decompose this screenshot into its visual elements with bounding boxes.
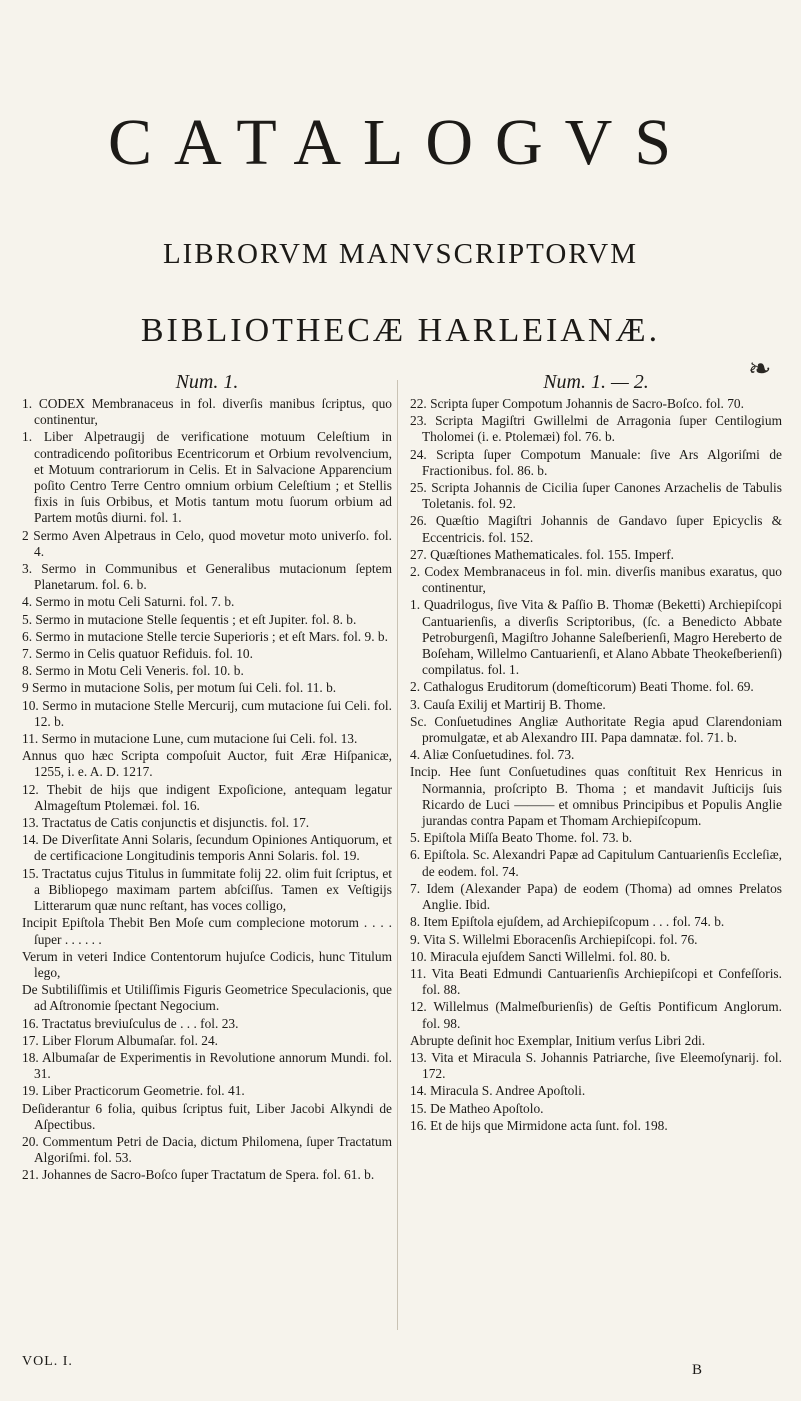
volume-label: VOL. I. (22, 1354, 73, 1369)
right-entry: 25. Scripta Johannis de Cicilia ſuper Canones Arzachelis de Tabulis Toletanis. fol. 92. (410, 480, 782, 512)
right-entry: 14. Miracula S. Andree Apoſtoli. (410, 1083, 586, 1099)
left-entry: Incipit Epiſtola Thebit Ben Moſe cum complecione motorum . . . . ſuper . . . . . . (22, 915, 392, 947)
right-entry: 26. Quæſtio Magiſtri Johannis de Gandavo ſuper Epicyclis & Eccentricis. fol. 152. (410, 513, 782, 545)
right-entry: 15. De Matheo Apoſtolo. (410, 1100, 544, 1116)
right-entry: 2. Codex Membranaceus in fol. min. diverſis manibus exaratus, quo continentur, (410, 564, 782, 596)
left-entry: 14. De Diverſitate Anni Solaris, ſecundum Opiniones Antiquorum, et de certificacione Longitudinis temporis Anni Solaris. fol. 19. (22, 832, 392, 864)
right-entry: 11. Vita Beati Edmundi Cantuarienſis Archiepiſcopi et Confeſſoris. fol. 88. (410, 965, 782, 998)
left-entry: 2 Sermo Aven Alpetraus in Celo, quod movetur moto univerſo. fol. 4. (22, 527, 392, 559)
left-entry: 5. Sermo in mutacione Stelle ſequentis ; et eſt Jupiter. fol. 8. b. (22, 611, 357, 627)
right-column (410, 370, 782, 1135)
left-entry: 1. CODEX Membranaceus in fol. diverſis manibus ſcriptus, quo continentur, (22, 396, 392, 428)
right-entry: 6. Epiſtola. Sc. Alexandri Papæ ad Capitulum Cantuarienſis Eccleſiæ, de eodem. fol. 74. (410, 847, 782, 879)
catalogue-title: CATALOGVS (107, 106, 694, 179)
right-entry: 13. Vita et Miracula S. Johannis Patriarche, ſive Eleemoſynarij. fol. 172. (410, 1049, 782, 1082)
left-entry: 15. Tractatus cujus Titulus in ſummitate folij 22. olim fuit ſcriptus, et a Bibliopego maximam partem abſciſſus. Tamen ex Veſtigijs Litterarum quæ nunc reſtant, has voces colligo, (22, 865, 392, 914)
right-entry: 10. Miracula ejuſdem Sancti Willelmi. fol. 80. b. (410, 948, 671, 964)
left-entry: 20. Commentum Petri de Dacia, dictum Philomena, ſuper Tractatum Algoriſmi. fol. 53. (22, 1133, 392, 1166)
right-entry: 27. Quæſtiones Mathematicales. fol. 155. Imperf. (410, 546, 675, 562)
ornament-icon: ❧ (748, 354, 772, 385)
left-entry: 8. Sermo in Motu Celi Veneris. fol. 10. b. (22, 663, 244, 679)
left-heading: Num. 1. (175, 371, 239, 393)
left-entry: 6. Sermo in mutacione Stelle tercie Superioris ; et eſt Mars. fol. 9. b. (22, 628, 388, 644)
left-entry: 9 Sermo in mutacione Solis, per motum ſui Celi. fol. 11. b. (22, 680, 337, 696)
right-entry: 1. Quadrilogus, ſive Vita & Paſſio B. Thomæ (Beketti) Archiepiſcopi Cantuarienſis, a diverſis Scriptoribus, (ſc. a Benedicto Abbate Petroburgenſi, Magiſtro Johanne Saleſberienſi, Magro Hereberto de Boſeham, Willelmo Cantuarienſi, et Alano Abbate Theokeſberienſi) compilatus. fol. 1. (410, 597, 782, 678)
left-entry: Deſiderantur 6 folia, quibus ſcriptus fuit, Liber Jacobi Alkyndi de Aſpectibus. (22, 1100, 392, 1132)
right-entry: Incip. Hee ſunt Conſuetudines quas conſtituit Rex Henricus in Normannia, proſcripto B. Thoma ; et mandavit Juſticijs ſuis Ricardo de Luci ——— et omnibus Principibus et Populis Anglie jurandas contra Papam et Thomam Archiepiſcopum. (410, 764, 782, 829)
left-entry: 3. Sermo in Communibus et Generalibus mutacionum ſeptem Planetarum. fol. 6. b. (22, 561, 392, 593)
left-entry: 16. Tractatus breviuſculus de . . . fol. 23. (22, 1015, 239, 1031)
right-entry: Abrupte deſinit hoc Exemplar, Initium verſus Libri 2di. (410, 1032, 706, 1048)
left-entry: 12. Thebit de hijs que indigent Expoſicione, antequam legatur Almageſtum Ptolemæi. fol. 16. (22, 781, 392, 813)
right-entry: 22. Scripta ſuper Compotum Johannis de Sacro-Boſco. fol. 70. (410, 396, 744, 411)
left-entry: 4. Sermo in motu Celi Saturni. fol. 7. b. (22, 594, 235, 610)
right-entry: 16. Et de hijs que Mirmidone acta ſunt. fol. 198. (410, 1117, 668, 1133)
left-entry: 18. Albumaſar de Experimentis in Revolutione annorum Mundi. fol. 31. (22, 1049, 392, 1082)
left-entry: 13. Tractatus de Catis conjunctis et disjunctis. fol. 17. (22, 815, 310, 831)
left-column (22, 370, 392, 1185)
right-entry: 23. Scripta Magiſtri Gwillelmi de Arragonia ſuper Centilogium Tholomei (i. e. Ptolemæi) fol. 76. b. (410, 413, 782, 445)
right-entry: 5. Epiſtola Miſſa Beato Thome. fol. 73. b. (410, 830, 633, 846)
left-entry: 1. Liber Alpetraugij de verificatione motuum Celeſtium in contradicendo poſitoribus Ecentricorum et Orbium revolvencium, et Motuum contrariorum in Celis. Et in Salvacione Apparencium poſito Centro Terre Centro omnium orbium Celeſtium ; et Stellis fixis in ſuis Orbibus, et Motis tantum motu ſuorum orbium ad Partem motûs diurni. fol. 1. (22, 429, 392, 526)
right-entry: 4. Aliæ Conſuetudines. fol. 73. (410, 747, 575, 763)
right-entry: 24. Scripta ſuper Compotum Manuale: ſive Ars Algoriſmi de Fractionibus. fol. 86. b. (410, 446, 782, 478)
signature-mark: B (692, 1362, 703, 1378)
right-entry: 8. Item Epiſtola ejuſdem, ad Archiepiſcopum . . . fol. 74. b. (410, 914, 725, 930)
left-entry: Verum in veteri Indice Contentorum hujuſce Codicis, hunc Titulum lego, (22, 948, 392, 980)
left-entry: Annus quo hæc Scripta compoſuit Auctor, fuit Æræ Hiſpanicæ, 1255, i. e. A. D. 1217. (22, 748, 392, 780)
left-entry: 21. Johannes de Sacro-Boſco ſuper Tractatum de Spera. fol. 61. b. (22, 1167, 375, 1183)
column-divider (397, 380, 398, 1330)
right-entry: 2. Cathalogus Eruditorum (domeſticorum) Beati Thome. fol. 69. (410, 679, 754, 695)
right-entry: 3. Cauſa Exilij et Martirij B. Thome. (410, 696, 606, 712)
library-name: BIBLIOTHECÆ HARLEIANÆ. (140, 312, 661, 349)
right-entry: 7. Idem (Alexander Papa) de eodem (Thoma) ad omnes Prelatos Anglie. Ibid. (410, 880, 782, 913)
right-heading: Num. 1. — 2. (543, 371, 649, 393)
left-entry: 19. Liber Practicorum Geometrie. fol. 41. (22, 1083, 245, 1099)
left-entry: 7. Sermo in Celis quatuor Refiduis. fol. 10. (22, 646, 253, 662)
right-entry: Sc. Conſuetudines Angliæ Authoritate Regia apud Clarendoniam promulgatæ, et ab Alexandro III. Papa damnatæ. fol. 71. b. (410, 713, 782, 746)
right-entry: 12. Willelmus (Malmeſburienſis) de Geſtis Pontificum Anglorum. fol. 98. (410, 999, 782, 1031)
right-entry: 9. Vita S. Willelmi Eboracenſis Archiepiſcopi. fol. 76. (410, 931, 698, 947)
catalogue-subtitle: LIBRORVM MANVSCRIPTORVM (162, 238, 639, 270)
left-entry: De Subtiliſſimis et Utiliſſimis Figuris Geometrice Speculacionis, que ad Aſtronomie ſpectant Negocium. (22, 982, 392, 1014)
left-entry: 11. Sermo in mutacione Lune, cum mutacione ſui Celi. fol. 13. (22, 731, 358, 747)
left-entry: 10. Sermo in mutacione Stelle Mercurij, cum mutacione ſui Celi. fol. 12. b. (22, 697, 392, 729)
left-entry: 17. Liber Florum Albumaſar. fol. 24. (22, 1032, 219, 1048)
